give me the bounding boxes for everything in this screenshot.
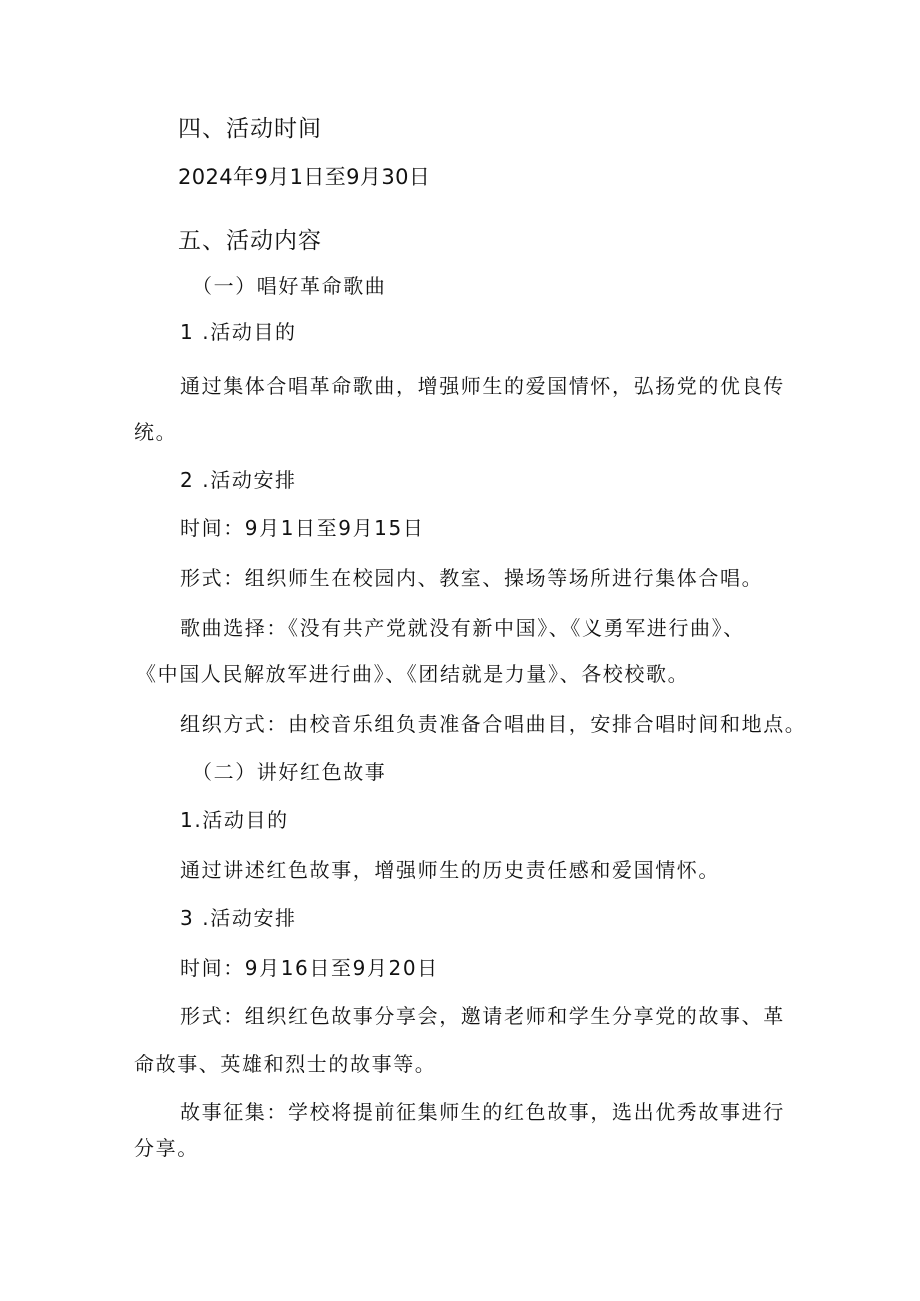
- sub1-time: 时间：9月1日至9月15日: [180, 516, 425, 540]
- sub1-organization: 组织方式：由校音乐组负责准备合唱曲目，安排合唱时间和地点。: [180, 712, 807, 736]
- sub1-purpose-text-line1: 通过集体合唱革命歌曲，增强师生的爱国情怀，弘扬党的优良传: [180, 374, 785, 398]
- sub2-collection-line1: 故事征集：学校将提前征集师生的红色故事，选出优秀故事进行: [180, 1100, 785, 1124]
- sub2-collection-line2: 分享。: [134, 1136, 199, 1160]
- sub2-purpose-text: 通过讲述红色故事，增强师生的历史责任感和爱国情怀。: [180, 858, 720, 882]
- sub1-songs-line2: 《中国人民解放军进行曲》、《团结就是力量》、各校校歌。: [136, 662, 690, 686]
- sub1-arrangement-heading: 2 .活动安排: [180, 468, 297, 492]
- sub1-purpose-text-line2: 统。: [134, 420, 178, 444]
- sub1-purpose-heading: 1 .活动目的: [180, 320, 297, 344]
- sub2-arrangement-heading: 3 .活动安排: [180, 906, 297, 930]
- sub2-time: 时间：9月16日至9月20日: [180, 956, 439, 980]
- activity-date-range: 2024年9月1日至9月30日: [178, 165, 431, 189]
- sub2-form-line2: 命故事、英雄和烈士的故事等。: [134, 1052, 437, 1076]
- sub1-songs-line1: 歌曲选择：《没有共产党就没有新中国》、《义勇军进行曲》、: [180, 616, 745, 640]
- sub2-purpose-heading: 1.活动目的: [180, 808, 289, 832]
- subsection-2-heading: （二）讲好红色故事: [192, 760, 387, 784]
- section-5-heading: 五、活动内容: [178, 228, 322, 254]
- section-4-heading: 四、活动时间: [178, 116, 322, 142]
- sub1-form: 形式：组织师生在校园内、教室、操场等场所进行集体合唱。: [180, 566, 764, 590]
- sub2-form-line1: 形式：组织红色故事分享会，邀请老师和学生分享党的故事、革: [180, 1004, 785, 1028]
- subsection-1-heading: （一）唱好革命歌曲: [192, 274, 387, 298]
